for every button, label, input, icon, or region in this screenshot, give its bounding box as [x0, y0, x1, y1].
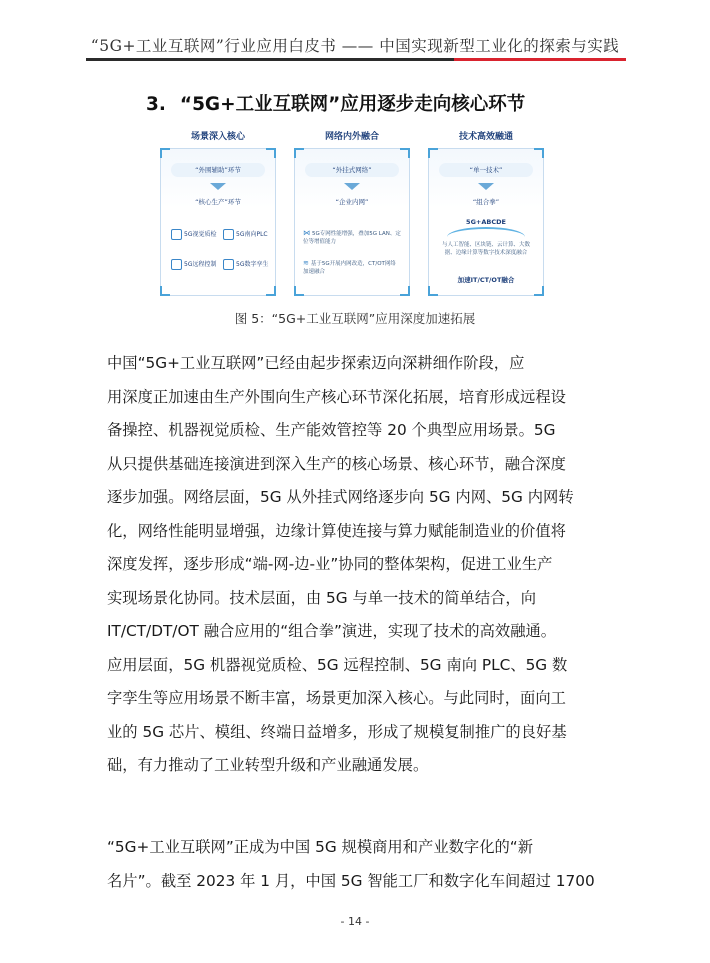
header-rule-dark — [86, 58, 454, 61]
text-line: 深度发挥，逐步形成“端-网-边-业”协同的整体架构，促进工业生产 — [107, 555, 553, 573]
panel-bottom-label: “组合拳” — [472, 198, 500, 206]
text-line: 应用层面，5G 机器视觉质检、5G 远程控制、5G 南向 PLC、5G 数 — [107, 655, 568, 674]
paragraph-1 — [107, 347, 607, 783]
document-icon — [223, 259, 234, 270]
panel-technology — [428, 128, 544, 296]
panel-scene — [160, 128, 276, 296]
panel-bottom-label: “核心生产”环节 — [195, 198, 241, 206]
text-line: 从只提供基础连接演进到深入生产的核心场景、核心环节，融合深度 — [107, 454, 566, 473]
item-southbound-plc: 5G南向PLC — [223, 229, 268, 240]
item-remote-control: 5G远程控制 — [171, 259, 216, 270]
panel-title: 场景深入核心 — [190, 132, 245, 142]
figure-5 — [160, 128, 560, 296]
section-heading — [146, 90, 525, 116]
document-icon — [171, 259, 182, 270]
document-icon — [223, 229, 234, 240]
share-icon: ⋈ — [303, 229, 310, 237]
signal-icon: ≋ — [303, 259, 309, 267]
panel-title: 技术高效融通 — [458, 132, 513, 142]
panel-top-label: “外围辅助”环节 — [171, 163, 265, 177]
text-line: 名片”。截至 2023 年 1 月，中国 5G 智能工厂和数字化车间超过 1700 — [107, 871, 595, 890]
arrow-down-icon — [344, 183, 360, 190]
text-line: 逐步加强。网络层面，5G 从外挂式网络逐步向 5G 内网、5G 内网转 — [107, 488, 574, 506]
document-icon — [171, 229, 182, 240]
panel-network — [294, 128, 410, 296]
panel-box — [160, 148, 276, 296]
panel-center-label: 5G+ABCDE — [466, 218, 506, 226]
item-digital-twin: 5G数字孪生 — [223, 259, 268, 270]
text-line: 础，有力推动了工业转型升级和产业融通发展。 — [107, 756, 429, 774]
text-line: “5G+工业互联网”正成为中国 5G 规模商用和产业数字化的“新 — [107, 838, 534, 856]
paragraph-2 — [107, 831, 607, 898]
panel-box — [294, 148, 410, 296]
arrow-down-icon — [210, 183, 226, 190]
text-line: 字孪生等应用场景不断丰富，场景更加深入核心。与此同时，面向工 — [107, 689, 566, 707]
header-title: “5G+工业互联网”行业应用白皮书 —— 中国实现新型工业化的探索与实践 — [90, 37, 620, 55]
item-vision-inspection: 5G视觉质检 — [171, 229, 216, 240]
text-line: 备操控、机器视觉质检、生产能效管控等 20 个典型应用场景。5G — [107, 421, 556, 439]
arrow-down-icon — [478, 183, 494, 190]
panel-top-label: “单一技术” — [439, 163, 533, 177]
section-number: 3. — [146, 94, 166, 115]
text-line: 业的 5G 芯片、模组、终端日益增多，形成了规模复制推广的良好基 — [107, 722, 567, 741]
text-line: IT/CT/DT/OT 融合应用的“组合拳”演进，实现了技术的高效融通。 — [107, 622, 557, 640]
text-line: 用深度正加速由生产外围向生产核心环节深化拓展，培育形成远程设 — [107, 387, 566, 406]
section-title: “5G+工业互联网”应用逐步走向核心环节 — [179, 94, 526, 115]
panel-note-1: ⋈ 5G专网性能增强，叠加5G LAN、定位等增值能力 — [303, 229, 401, 245]
text-line: 中国“5G+工业互联网”已经由起步探索迈向深耕细作阶段，应 — [107, 354, 525, 372]
panel-note: 与人工智能、区块链、云计算、大数据、边缘计算等数字技术深度融合 — [441, 242, 530, 256]
panel-footer: 加速IT/CT/OT融合 — [457, 276, 515, 284]
panel-note-2: ≋ 基于5G开展内网改造，CT/OT网络加速融合 — [303, 259, 396, 275]
figure-caption: 图 5：“5G+工业互联网”应用深度加速拓展 — [234, 311, 476, 326]
page-number: - 14 - — [340, 915, 370, 928]
panel-title: 网络内外融合 — [324, 132, 379, 142]
text-line: 实现场景化协同。技术层面，由 5G 与单一技术的简单结合，向 — [107, 588, 537, 607]
panel-bottom-label: “企业内网” — [335, 198, 369, 206]
panel-top-label: “外挂式网络” — [305, 163, 399, 177]
text-line: 化，网络性能明显增强，边缘计算使连接与算力赋能制造业的价值将 — [107, 521, 566, 540]
header-rule-red — [454, 58, 626, 61]
panel-box — [428, 148, 544, 296]
